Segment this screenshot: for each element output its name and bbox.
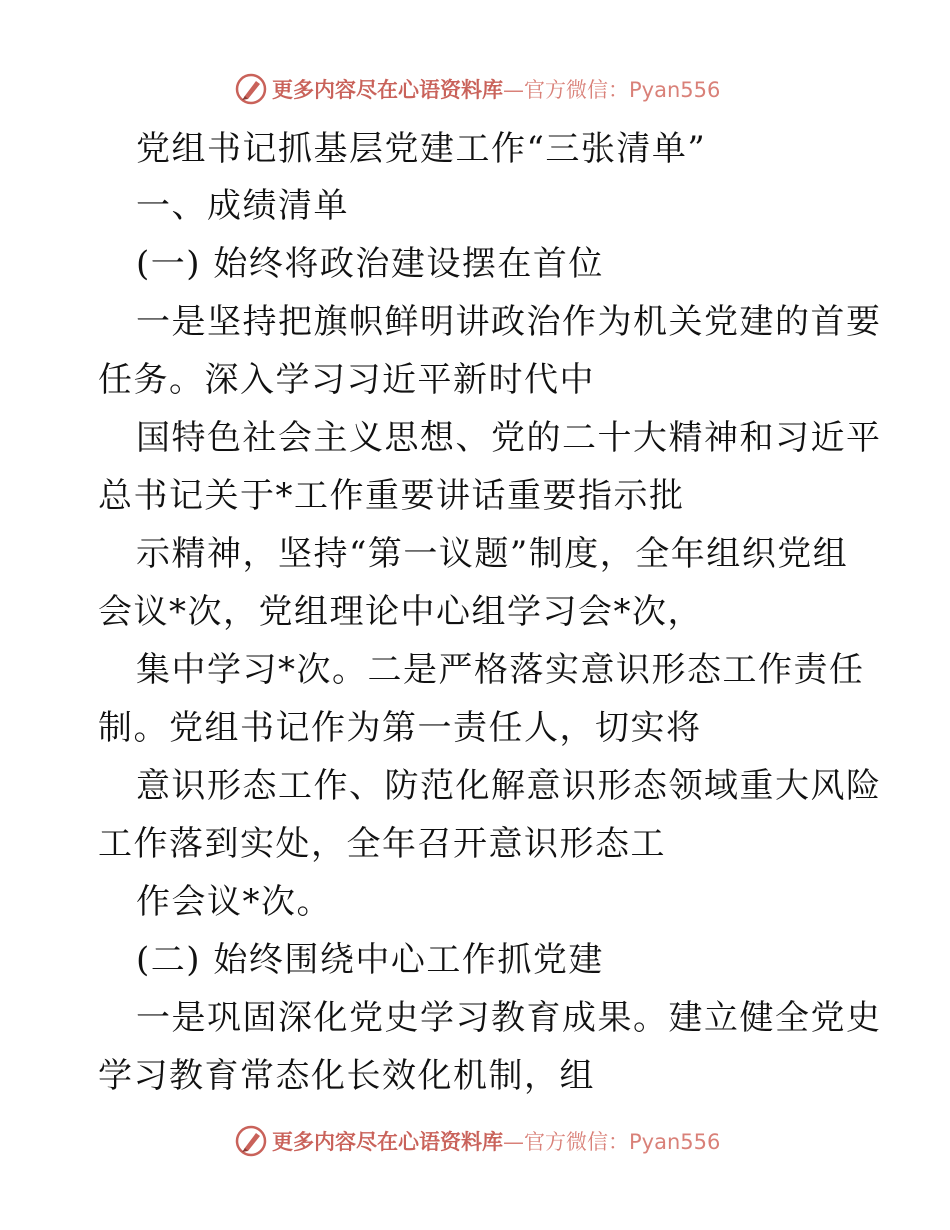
watermark-text [272, 77, 720, 103]
paragraph-line: 会议*次，党组理论中心组学习会*次， [98, 592, 703, 632]
paragraph-line: 一是坚持把旗帜鲜明讲政治作为机关党建的首要 [136, 302, 882, 342]
watermark-wechat: 官方微信：Pyan556 [524, 78, 721, 102]
watermark-site-name: 更多内容尽在心语资料库 [272, 78, 503, 102]
brush-logo-icon [234, 1124, 268, 1158]
watermark-site-name: 更多内容尽在心语资料库 [272, 1130, 503, 1154]
paragraph-line: 作会议*次。 [136, 882, 332, 922]
doc-title: 党组书记抓基层党建工作“三张清单” [136, 129, 707, 169]
watermark-separator: — [503, 78, 524, 102]
paragraph-line: 制。党组书记作为第一责任人，切实将 [98, 708, 702, 748]
paragraph-line: 总书记关于*工作重要讲话重要指示批 [98, 476, 685, 516]
brush-logo-icon [234, 72, 268, 106]
paragraph-line: 任务。深入学习习近平新时代中 [98, 360, 595, 400]
paragraph-line: 学习教育常态化长效化机制，组 [98, 1056, 595, 1096]
paragraph-line: 意识形态工作、防范化解意识形态领域重大风险 [136, 766, 882, 806]
watermark-separator: — [503, 1130, 524, 1154]
watermark-wechat: 官方微信：Pyan556 [524, 1130, 721, 1154]
watermark-banner-top [0, 70, 950, 110]
paragraph-line: 国特色社会主义思想、党的二十大精神和习近平 [136, 418, 882, 458]
subsection-heading: (二) 始终围绕中心工作抓党建 [136, 940, 604, 980]
paragraph-line: 集中学习*次。二是严格落实意识形态工作责任 [136, 650, 865, 690]
watermark-banner-bottom [0, 1122, 950, 1162]
watermark-text [272, 1129, 720, 1155]
section-heading: 一、成绩清单 [136, 186, 349, 226]
paragraph-line: 一是巩固深化党史学习教育成果。建立健全党史 [136, 998, 882, 1038]
subsection-heading: (一) 始终将政治建设摆在首位 [136, 244, 604, 284]
paragraph-line: 示精神，坚持“第一议题”制度，全年组织党组 [136, 534, 849, 574]
paragraph-line: 工作落到实处，全年召开意识形态工 [98, 824, 666, 864]
